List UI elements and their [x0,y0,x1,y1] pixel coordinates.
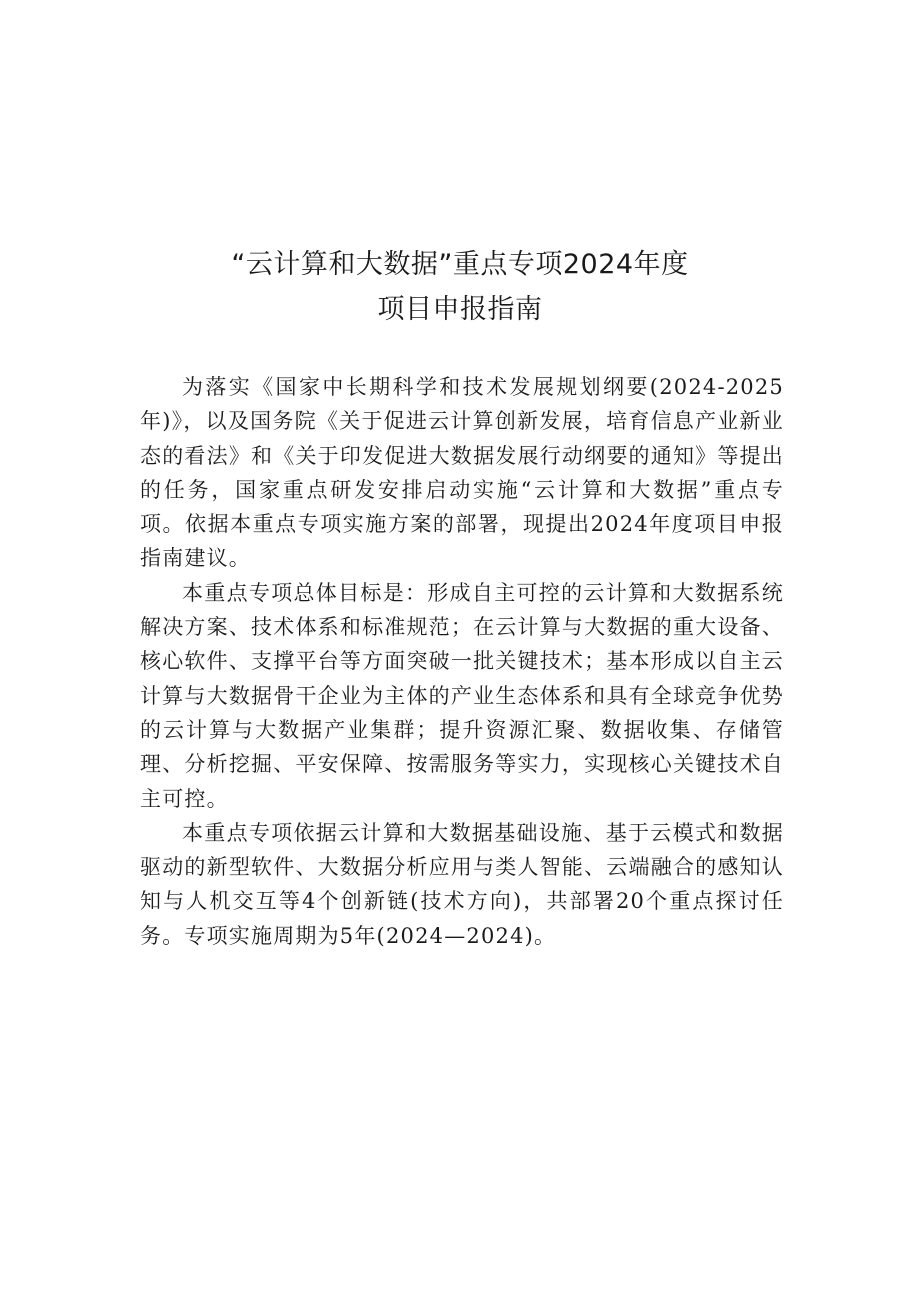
document-title-line1: “云计算和大数据”重点专项2024年度 [231,249,689,280]
document-title-line2: 项目申报指南 [377,294,543,325]
paragraph-intro: 为落实《国家中长期科学和技术发展规划纲要(2024-2025年)》，以及国务院《关于促进云计算创新发展，培育信息产业新业态的看法》和《关于印发促进大数据发展行动纲要的通知》等提出的任务，国家重点研发安排启动实施“云计算和大数据”重点专项。依据本重点专项实施方案的部署，现提出2024年度项目申报指南建议。 [140,375,784,571]
paragraph-goals: 本重点专项总体目标是：形成自主可控的云计算和大数据系统解决方案、技术体系和标准规范；在云计算与大数据的重大设备、核心软件、支撑平台等方面突破一批关键技术；基本形成以自主云计算与大数据骨干企业为主体的产业生态体系和具有全球竞争优势的云计算与大数据产业集群；提升资源汇聚、数据收集、存储管理、分析挖掘、平安保障、按需服务等实力，实现核心关键技术自主可控。 [140,580,784,811]
document-body [140,370,784,953]
paragraph-tasks: 本重点专项依据云计算和大数据基础设施、基于云模式和数据驱动的新型软件、大数据分析应用与类人智能、云端融合的感知认知与人机交互等4个创新链(技术方向)，共部署20个重点探讨任务。专项实施周期为5年(2024—2024)。 [140,820,784,948]
